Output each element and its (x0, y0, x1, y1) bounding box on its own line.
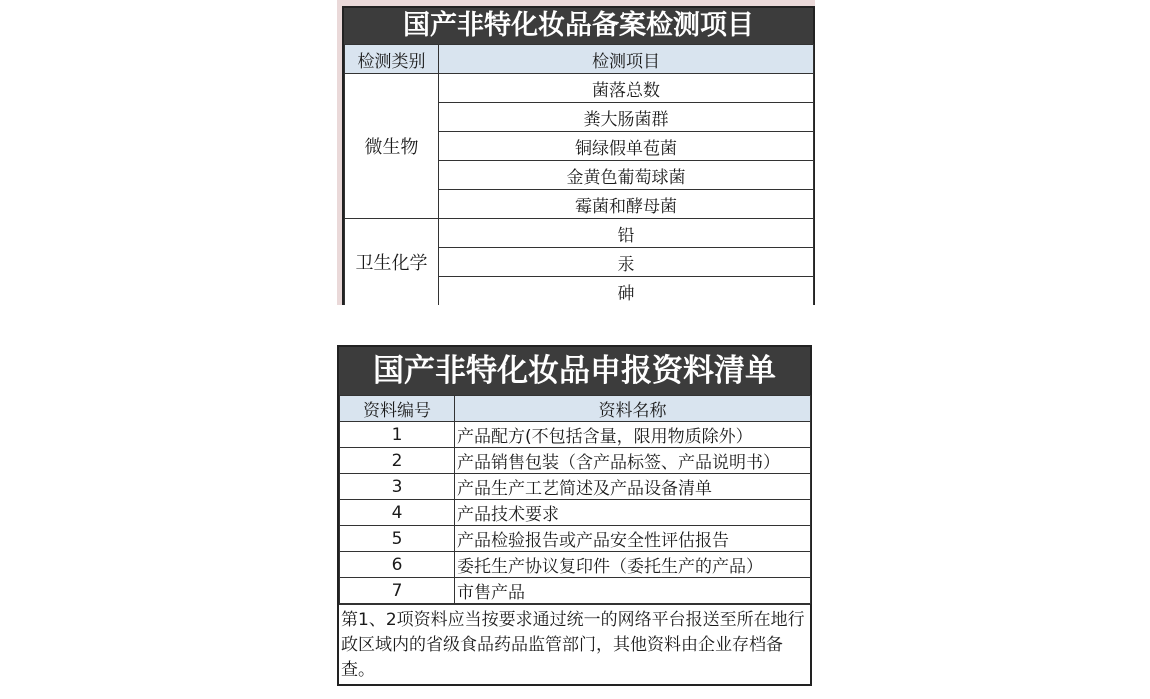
table-title: 国产非特化妆品备案检测项目 (344, 8, 813, 44)
test-items-grid (344, 44, 814, 305)
item-cell: 金黄色葡萄球菌 (439, 161, 814, 190)
category-cell: 微生物 (345, 74, 439, 219)
table-row (340, 422, 811, 448)
table-frame (342, 6, 815, 305)
table-row (340, 448, 811, 474)
item-cell: 铅 (439, 219, 814, 248)
doc-no-cell: 7 (340, 578, 455, 604)
table-row (345, 219, 814, 248)
table-row (340, 526, 811, 552)
header-category: 检测类别 (345, 45, 439, 74)
docs-grid (339, 395, 811, 604)
doc-name-cell: 产品配方(不包括含量，限用物质除外） (455, 422, 811, 448)
header-doc-name: 资料名称 (455, 396, 811, 422)
doc-no-cell: 1 (340, 422, 455, 448)
doc-name-cell: 委托生产协议复印件（委托生产的产品） (455, 552, 811, 578)
doc-no-cell: 3 (340, 474, 455, 500)
category-cell: 卫生化学 (345, 219, 439, 306)
doc-no-cell: 2 (340, 448, 455, 474)
application-docs-table (337, 345, 812, 686)
doc-no-cell: 4 (340, 500, 455, 526)
filing-test-items-table (337, 0, 815, 305)
doc-name-cell: 市售产品 (455, 578, 811, 604)
doc-name-cell: 产品技术要求 (455, 500, 811, 526)
table-row (340, 578, 811, 604)
item-cell: 菌落总数 (439, 74, 814, 103)
footnote: 第1、2项资料应当按要求通过统一的网络平台报送至所在地行政区域内的省级食品药品监管部门，其他资料由企业存档备查。 (339, 604, 810, 683)
item-cell: 汞 (439, 248, 814, 277)
doc-name-cell: 产品检验报告或产品安全性评估报告 (455, 526, 811, 552)
table-row (345, 74, 814, 103)
header-row (340, 396, 811, 422)
table-row (340, 552, 811, 578)
header-item: 检测项目 (439, 45, 814, 74)
table-row (340, 474, 811, 500)
header-row (345, 45, 814, 74)
doc-name-cell: 产品生产工艺简述及产品设备清单 (455, 474, 811, 500)
item-cell: 砷 (439, 277, 814, 306)
table-row (340, 500, 811, 526)
item-cell: 铜绿假单苞菌 (439, 132, 814, 161)
doc-no-cell: 5 (340, 526, 455, 552)
header-doc-no: 资料编号 (340, 396, 455, 422)
table-title: 国产非特化妆品申报资料清单 (339, 347, 810, 395)
doc-name-cell: 产品销售包装（含产品标签、产品说明书） (455, 448, 811, 474)
item-cell: 霉菌和酵母菌 (439, 190, 814, 219)
item-cell: 粪大肠菌群 (439, 103, 814, 132)
doc-no-cell: 6 (340, 552, 455, 578)
